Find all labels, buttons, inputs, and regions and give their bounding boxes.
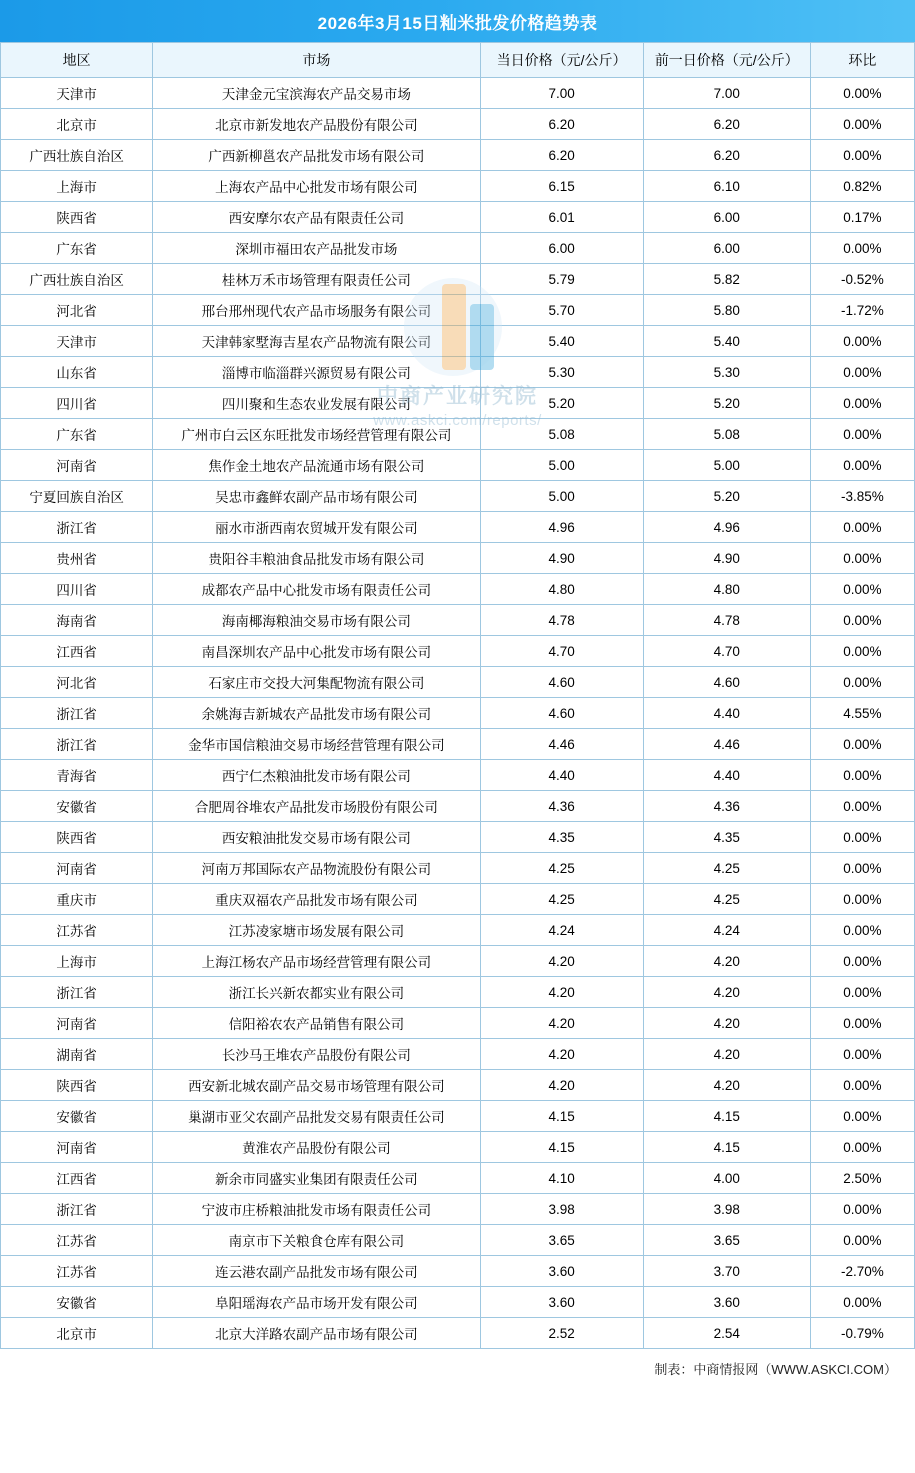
cell-market: 金华市国信粮油交易市场经营管理有限公司 xyxy=(153,729,480,760)
cell-region: 重庆市 xyxy=(1,884,153,915)
page-title-bar xyxy=(0,0,915,42)
cell-previous-price: 2.54 xyxy=(643,1318,810,1349)
cell-market: 邢台邢州现代农产品市场服务有限公司 xyxy=(153,295,480,326)
table-row xyxy=(1,450,915,481)
table-row xyxy=(1,884,915,915)
table-header xyxy=(1,43,915,78)
table-row xyxy=(1,419,915,450)
watermark-url: www.askci.com/reports/ xyxy=(373,412,542,429)
cell-change: -0.52% xyxy=(810,264,914,295)
cell-current-price: 5.30 xyxy=(480,357,643,388)
cell-current-price: 7.00 xyxy=(480,78,643,109)
cell-current-price: 5.70 xyxy=(480,295,643,326)
table-body xyxy=(1,78,915,1349)
cell-current-price: 4.25 xyxy=(480,884,643,915)
cell-market: 丽水市浙西南农贸城开发有限公司 xyxy=(153,512,480,543)
footer-credit: 制表：中商情报网（WWW.ASKCI.COM） xyxy=(654,1361,897,1377)
cell-region: 上海市 xyxy=(1,946,153,977)
cell-region: 广东省 xyxy=(1,233,153,264)
cell-region: 四川省 xyxy=(1,574,153,605)
cell-market: 余姚海吉新城农产品批发市场有限公司 xyxy=(153,698,480,729)
cell-previous-price: 4.20 xyxy=(643,977,810,1008)
table-row xyxy=(1,636,915,667)
cell-region: 宁夏回族自治区 xyxy=(1,481,153,512)
cell-change: 0.00% xyxy=(810,140,914,171)
cell-change: 0.82% xyxy=(810,171,914,202)
cell-change: 0.00% xyxy=(810,1225,914,1256)
cell-current-price: 4.36 xyxy=(480,791,643,822)
cell-previous-price: 6.00 xyxy=(643,202,810,233)
table-row xyxy=(1,357,915,388)
table-row xyxy=(1,977,915,1008)
cell-market: 宁波市庄桥粮油批发市场有限责任公司 xyxy=(153,1194,480,1225)
cell-region: 浙江省 xyxy=(1,977,153,1008)
cell-region: 广西壮族自治区 xyxy=(1,140,153,171)
cell-change: 0.00% xyxy=(810,791,914,822)
cell-current-price: 2.52 xyxy=(480,1318,643,1349)
cell-region: 江苏省 xyxy=(1,1225,153,1256)
cell-market: 贵阳谷丰粮油食品批发市场有限公司 xyxy=(153,543,480,574)
cell-region: 北京市 xyxy=(1,1318,153,1349)
table-row xyxy=(1,1008,915,1039)
table-row xyxy=(1,481,915,512)
cell-region: 河南省 xyxy=(1,1008,153,1039)
cell-previous-price: 4.78 xyxy=(643,605,810,636)
cell-current-price: 4.70 xyxy=(480,636,643,667)
cell-current-price: 4.24 xyxy=(480,915,643,946)
cell-current-price: 6.00 xyxy=(480,233,643,264)
table-row xyxy=(1,1318,915,1349)
cell-region: 浙江省 xyxy=(1,1194,153,1225)
cell-previous-price: 5.30 xyxy=(643,357,810,388)
cell-market: 石家庄市交投大河集配物流有限公司 xyxy=(153,667,480,698)
table-row xyxy=(1,233,915,264)
cell-market: 合肥周谷堆农产品批发市场股份有限公司 xyxy=(153,791,480,822)
cell-change: 0.00% xyxy=(810,946,914,977)
cell-market: 西安摩尔农产品有限责任公司 xyxy=(153,202,480,233)
cell-previous-price: 4.70 xyxy=(643,636,810,667)
cell-market: 天津金元宝滨海农产品交易市场 xyxy=(153,78,480,109)
cell-previous-price: 4.25 xyxy=(643,853,810,884)
table-row xyxy=(1,605,915,636)
cell-previous-price: 4.60 xyxy=(643,667,810,698)
table-row xyxy=(1,326,915,357)
cell-market: 信阳裕农农产品销售有限公司 xyxy=(153,1008,480,1039)
table-row xyxy=(1,1039,915,1070)
cell-change: 0.00% xyxy=(810,1101,914,1132)
cell-previous-price: 4.24 xyxy=(643,915,810,946)
column-header-change: 环比 xyxy=(810,43,914,78)
cell-current-price: 5.00 xyxy=(480,450,643,481)
table-row xyxy=(1,140,915,171)
table-row xyxy=(1,202,915,233)
cell-change: 2.50% xyxy=(810,1163,914,1194)
cell-current-price: 4.25 xyxy=(480,853,643,884)
cell-region: 陕西省 xyxy=(1,202,153,233)
cell-change: -3.85% xyxy=(810,481,914,512)
cell-current-price: 3.60 xyxy=(480,1287,643,1318)
cell-change: 0.00% xyxy=(810,822,914,853)
cell-previous-price: 3.60 xyxy=(643,1287,810,1318)
cell-current-price: 3.65 xyxy=(480,1225,643,1256)
cell-current-price: 4.20 xyxy=(480,1039,643,1070)
cell-current-price: 6.01 xyxy=(480,202,643,233)
cell-current-price: 4.20 xyxy=(480,1070,643,1101)
cell-region: 广东省 xyxy=(1,419,153,450)
cell-market: 北京市新发地农产品股份有限公司 xyxy=(153,109,480,140)
cell-region: 四川省 xyxy=(1,388,153,419)
cell-market: 广西新柳邕农产品批发市场有限公司 xyxy=(153,140,480,171)
cell-current-price: 3.60 xyxy=(480,1256,643,1287)
cell-market: 成都农产品中心批发市场有限责任公司 xyxy=(153,574,480,605)
cell-current-price: 5.00 xyxy=(480,481,643,512)
cell-change: -0.79% xyxy=(810,1318,914,1349)
cell-current-price: 4.60 xyxy=(480,667,643,698)
cell-previous-price: 5.82 xyxy=(643,264,810,295)
cell-current-price: 4.40 xyxy=(480,760,643,791)
cell-region: 湖南省 xyxy=(1,1039,153,1070)
cell-current-price: 4.10 xyxy=(480,1163,643,1194)
cell-previous-price: 4.35 xyxy=(643,822,810,853)
table-row xyxy=(1,171,915,202)
cell-change: 0.00% xyxy=(810,915,914,946)
cell-previous-price: 5.08 xyxy=(643,419,810,450)
cell-current-price: 4.20 xyxy=(480,977,643,1008)
cell-change: 0.00% xyxy=(810,512,914,543)
cell-previous-price: 4.40 xyxy=(643,698,810,729)
cell-region: 北京市 xyxy=(1,109,153,140)
cell-previous-price: 4.20 xyxy=(643,946,810,977)
watermark-brand: 中商产业研究院 xyxy=(377,385,538,408)
table-row xyxy=(1,1163,915,1194)
cell-change: -2.70% xyxy=(810,1256,914,1287)
cell-region: 上海市 xyxy=(1,171,153,202)
cell-previous-price: 4.46 xyxy=(643,729,810,760)
cell-market: 海南椰海粮油交易市场有限公司 xyxy=(153,605,480,636)
cell-change: 4.55% xyxy=(810,698,914,729)
cell-current-price: 6.15 xyxy=(480,171,643,202)
cell-change: 0.00% xyxy=(810,357,914,388)
cell-market: 黄淮农产品股份有限公司 xyxy=(153,1132,480,1163)
cell-previous-price: 6.00 xyxy=(643,233,810,264)
cell-region: 陕西省 xyxy=(1,1070,153,1101)
cell-change: 0.00% xyxy=(810,760,914,791)
cell-change: -1.72% xyxy=(810,295,914,326)
cell-change: 0.00% xyxy=(810,884,914,915)
table-footer xyxy=(0,1349,915,1387)
column-header-previous-price: 前一日价格（元/公斤） xyxy=(643,43,810,78)
cell-market: 北京大洋路农副产品市场有限公司 xyxy=(153,1318,480,1349)
cell-market: 重庆双福农产品批发市场有限公司 xyxy=(153,884,480,915)
cell-market: 长沙马王堆农产品股份有限公司 xyxy=(153,1039,480,1070)
cell-current-price: 4.20 xyxy=(480,946,643,977)
table-row xyxy=(1,760,915,791)
column-header-market: 市场 xyxy=(153,43,480,78)
table-row xyxy=(1,512,915,543)
cell-change: 0.00% xyxy=(810,450,914,481)
cell-market: 河南万邦国际农产品物流股份有限公司 xyxy=(153,853,480,884)
cell-previous-price: 4.96 xyxy=(643,512,810,543)
cell-region: 浙江省 xyxy=(1,729,153,760)
cell-market: 新余市同盛实业集团有限责任公司 xyxy=(153,1163,480,1194)
cell-change: 0.00% xyxy=(810,853,914,884)
table-row xyxy=(1,1225,915,1256)
cell-current-price: 4.35 xyxy=(480,822,643,853)
cell-market: 焦作金土地农产品流通市场有限公司 xyxy=(153,450,480,481)
table-row xyxy=(1,543,915,574)
cell-change: 0.00% xyxy=(810,729,914,760)
cell-current-price: 6.20 xyxy=(480,109,643,140)
cell-change: 0.00% xyxy=(810,574,914,605)
cell-previous-price: 4.90 xyxy=(643,543,810,574)
cell-region: 安徽省 xyxy=(1,1287,153,1318)
cell-region: 山东省 xyxy=(1,357,153,388)
cell-current-price: 5.08 xyxy=(480,419,643,450)
cell-market: 桂林万禾市场管理有限责任公司 xyxy=(153,264,480,295)
price-table xyxy=(0,42,915,1349)
cell-region: 陕西省 xyxy=(1,822,153,853)
cell-previous-price: 4.36 xyxy=(643,791,810,822)
cell-previous-price: 4.20 xyxy=(643,1070,810,1101)
table-row xyxy=(1,1256,915,1287)
table-row xyxy=(1,264,915,295)
cell-change: 0.00% xyxy=(810,419,914,450)
cell-previous-price: 4.80 xyxy=(643,574,810,605)
table-row xyxy=(1,78,915,109)
cell-change: 0.00% xyxy=(810,388,914,419)
cell-market: 西宁仁杰粮油批发市场有限公司 xyxy=(153,760,480,791)
cell-region: 天津市 xyxy=(1,326,153,357)
column-header-current-price: 当日价格（元/公斤） xyxy=(480,43,643,78)
cell-change: 0.00% xyxy=(810,326,914,357)
cell-change: 0.00% xyxy=(810,605,914,636)
cell-change: 0.17% xyxy=(810,202,914,233)
cell-market: 浙江长兴新农都实业有限公司 xyxy=(153,977,480,1008)
cell-market: 南昌深圳农产品中心批发市场有限公司 xyxy=(153,636,480,667)
cell-market: 上海农产品中心批发市场有限公司 xyxy=(153,171,480,202)
table-row xyxy=(1,822,915,853)
cell-current-price: 3.98 xyxy=(480,1194,643,1225)
cell-region: 河南省 xyxy=(1,853,153,884)
cell-previous-price: 6.20 xyxy=(643,140,810,171)
cell-change: 0.00% xyxy=(810,1039,914,1070)
cell-region: 浙江省 xyxy=(1,698,153,729)
cell-previous-price: 5.00 xyxy=(643,450,810,481)
cell-current-price: 4.15 xyxy=(480,1101,643,1132)
cell-region: 海南省 xyxy=(1,605,153,636)
cell-current-price: 4.15 xyxy=(480,1132,643,1163)
cell-previous-price: 5.20 xyxy=(643,388,810,419)
cell-change: 0.00% xyxy=(810,636,914,667)
cell-region: 安徽省 xyxy=(1,791,153,822)
cell-region: 河北省 xyxy=(1,667,153,698)
cell-change: 0.00% xyxy=(810,109,914,140)
table-row xyxy=(1,1287,915,1318)
cell-current-price: 4.96 xyxy=(480,512,643,543)
table-row xyxy=(1,1194,915,1225)
table-header-row xyxy=(1,43,915,78)
cell-region: 广西壮族自治区 xyxy=(1,264,153,295)
cell-previous-price: 5.20 xyxy=(643,481,810,512)
cell-market: 江苏凌家塘市场发展有限公司 xyxy=(153,915,480,946)
cell-change: 0.00% xyxy=(810,1070,914,1101)
cell-region: 河北省 xyxy=(1,295,153,326)
cell-previous-price: 5.40 xyxy=(643,326,810,357)
page-title: 2026年3月15日籼米批发价格趋势表 xyxy=(317,13,598,33)
cell-region: 天津市 xyxy=(1,78,153,109)
cell-market: 四川聚和生态农业发展有限公司 xyxy=(153,388,480,419)
cell-market: 天津韩家墅海吉星农产品物流有限公司 xyxy=(153,326,480,357)
table-row xyxy=(1,667,915,698)
cell-previous-price: 4.25 xyxy=(643,884,810,915)
cell-previous-price: 7.00 xyxy=(643,78,810,109)
cell-region: 河南省 xyxy=(1,1132,153,1163)
cell-region: 贵州省 xyxy=(1,543,153,574)
cell-region: 安徽省 xyxy=(1,1101,153,1132)
cell-previous-price: 3.98 xyxy=(643,1194,810,1225)
cell-region: 江西省 xyxy=(1,636,153,667)
column-header-region: 地区 xyxy=(1,43,153,78)
cell-current-price: 4.46 xyxy=(480,729,643,760)
cell-market: 上海江杨农产品市场经营管理有限公司 xyxy=(153,946,480,977)
cell-current-price: 4.78 xyxy=(480,605,643,636)
table-row xyxy=(1,853,915,884)
cell-previous-price: 4.20 xyxy=(643,1008,810,1039)
cell-change: 0.00% xyxy=(810,667,914,698)
cell-market: 阜阳瑶海农产品市场开发有限公司 xyxy=(153,1287,480,1318)
cell-previous-price: 4.15 xyxy=(643,1132,810,1163)
cell-previous-price: 6.10 xyxy=(643,171,810,202)
table-row xyxy=(1,388,915,419)
cell-change: 0.00% xyxy=(810,233,914,264)
cell-change: 0.00% xyxy=(810,1132,914,1163)
cell-previous-price: 6.20 xyxy=(643,109,810,140)
cell-market: 西安新北城农副产品交易市场管理有限公司 xyxy=(153,1070,480,1101)
cell-previous-price: 3.65 xyxy=(643,1225,810,1256)
table-row xyxy=(1,1070,915,1101)
cell-previous-price: 4.15 xyxy=(643,1101,810,1132)
cell-region: 浙江省 xyxy=(1,512,153,543)
cell-region: 江苏省 xyxy=(1,915,153,946)
cell-market: 淄博市临淄群兴源贸易有限公司 xyxy=(153,357,480,388)
cell-market: 深圳市福田农产品批发市场 xyxy=(153,233,480,264)
cell-market: 连云港农副产品批发市场有限公司 xyxy=(153,1256,480,1287)
cell-previous-price: 4.20 xyxy=(643,1039,810,1070)
cell-change: 0.00% xyxy=(810,977,914,1008)
cell-market: 巢湖市亚父农副产品批发交易有限责任公司 xyxy=(153,1101,480,1132)
cell-market: 吴忠市鑫鲜农副产品市场有限公司 xyxy=(153,481,480,512)
cell-region: 江西省 xyxy=(1,1163,153,1194)
cell-current-price: 4.20 xyxy=(480,1008,643,1039)
cell-change: 0.00% xyxy=(810,1287,914,1318)
table-row xyxy=(1,295,915,326)
cell-change: 0.00% xyxy=(810,543,914,574)
cell-current-price: 5.79 xyxy=(480,264,643,295)
cell-market: 南京市下关粮食仓库有限公司 xyxy=(153,1225,480,1256)
table-row xyxy=(1,1132,915,1163)
table-row xyxy=(1,109,915,140)
table-row xyxy=(1,729,915,760)
cell-current-price: 4.80 xyxy=(480,574,643,605)
table-row xyxy=(1,1101,915,1132)
cell-region: 青海省 xyxy=(1,760,153,791)
cell-previous-price: 4.40 xyxy=(643,760,810,791)
table-row xyxy=(1,915,915,946)
cell-current-price: 5.40 xyxy=(480,326,643,357)
cell-current-price: 4.90 xyxy=(480,543,643,574)
cell-region: 江苏省 xyxy=(1,1256,153,1287)
cell-market: 西安粮油批发交易市场有限公司 xyxy=(153,822,480,853)
cell-current-price: 6.20 xyxy=(480,140,643,171)
cell-previous-price: 3.70 xyxy=(643,1256,810,1287)
table-row xyxy=(1,698,915,729)
cell-change: 0.00% xyxy=(810,1194,914,1225)
cell-change: 0.00% xyxy=(810,1008,914,1039)
cell-current-price: 5.20 xyxy=(480,388,643,419)
table-row xyxy=(1,574,915,605)
cell-market: 广州市白云区东旺批发市场经营管理有限公司 xyxy=(153,419,480,450)
cell-change: 0.00% xyxy=(810,78,914,109)
cell-previous-price: 5.80 xyxy=(643,295,810,326)
cell-previous-price: 4.00 xyxy=(643,1163,810,1194)
cell-region: 河南省 xyxy=(1,450,153,481)
table-row xyxy=(1,946,915,977)
table-row xyxy=(1,791,915,822)
cell-current-price: 4.60 xyxy=(480,698,643,729)
